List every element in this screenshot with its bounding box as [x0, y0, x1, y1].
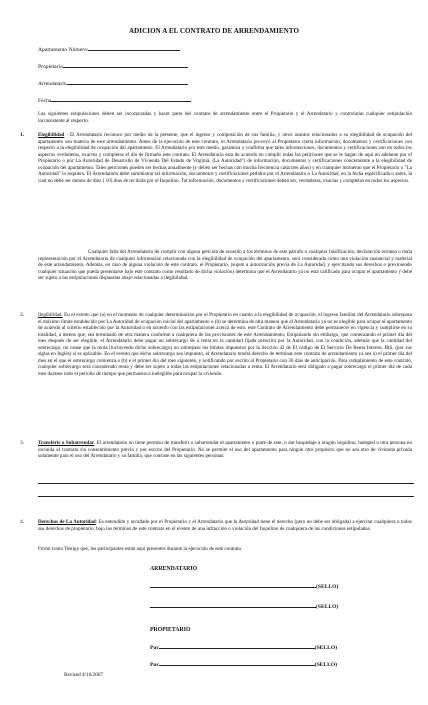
- witness-statement: Firmo como Testigo que, los participantes están aquí presentes durante la ejecución de este contrato.: [38, 546, 243, 552]
- section-3-text: . El arrendatario no tiene permiso de transferir o subarrendar el apartamento o parte de este, o dar hospedaje a ningún inquilino, huésped u otra persona no incluida al contrato sin consentimiento previo y por escrito del Propietario. No se permite el uso del apartamento para ningún otro propósito que no sea otro de vivienda privada solamente para el uso del Arrendatario y su familia, que consiste en las siguientes personas:: [38, 440, 412, 459]
- date-line: [51, 96, 191, 102]
- section-2-paragraph: [38, 312, 412, 377]
- tenant-label: Arrendatario: [38, 81, 67, 87]
- occupants-line-2: [38, 496, 414, 497]
- section-4-paragraph: [38, 519, 412, 532]
- owner-label: Propietario: [38, 64, 63, 70]
- section-3-heading: Transferir o Subarrendar: [38, 440, 95, 446]
- intro-paragraph: Las siguientes estipulaciones deben ser incorporadas y hacer parte del contrato de arrendamiento entre el Propietario y el Arrendatario y controlarán cualquier estipulación inconsistente al respecto.: [38, 111, 412, 124]
- date-field: [38, 96, 191, 104]
- tenant-signature-line-1: [150, 582, 316, 588]
- owner-signature-1: [150, 643, 337, 651]
- owner-seal-2: (SELLO): [314, 662, 338, 668]
- tenant-seal-1: (SELLO): [316, 584, 339, 590]
- section-1-text: - El Arrendatario reconoce por medio de la presente, que el ingreso y composición de sus familia, y otros asuntos relacionados a su elegibilidad de ocupación del apartamento son materia de este arrendamiento. Antes de la ejecución de este contrato, el Arrendatario proveyó al Propietario cierta información, documentos y certificaciones con respecto a la elegibilidad de ocupación del apartamento. El Arrendatario por este medio, garantiza y confirma que tales informaciones, documentos y certificaciones son en todos los aspectos verdaderos, exactos y completos el día de firmado este contrato. El Arrendatario esta de acuerdo en cumplir todas las peticiones que se le hagan de aquí en adelante por el Propietario o por La Autoridad de Desarrollo de Vivienda Del Estado de Virginia, (La Autoridad") de información, documentos y certificaciones concerniente a la elegibilidad de ocupación del apartamento. Tales peticiones pueden ser hechas anualmente (y deben ser hechas con mucha frecuencia cada tres años) y en cualquier momento que el Propietario o "La Autoridad" lo requiera. El Arrendatario debe suministrar tal información, documentos y certificaciones pedidos por el Arrendatario o La Autoridad, en la fecha especificada o antes, la cual no debe ser menos de diez ( 10) días de recibida por el Inquilino. Tal información, documentos y certificaciones deben ser, verdaderas, exactas y completas en todos los aspectos.: [38, 132, 412, 184]
- owner-signature-line-2: [159, 660, 315, 666]
- owner-por-label-2: Por: [150, 662, 159, 668]
- section-1-heading: Elegibilidad: [38, 132, 65, 138]
- document-title: ADICION A EL CONTRATO DE ARRENDAMIENTO: [128, 27, 300, 35]
- tenant-signature-line-2: [150, 602, 316, 608]
- section-2-number: 2.: [20, 312, 25, 318]
- tenant-signature-1: [150, 582, 338, 590]
- section-1-paragraph-2: Cualquier falta del Arrendatario de cumplir con alguna petición de acuerdo a los términos de este párrafo o cualquier falsificación, declaración errónea o mala representación por el Arrendatario de cualquier información relacionada con la elegibilidad de ocupación del apartamento, será considerada como una violación sustancial y material de este arrendamiento. Además, en caso de alguna violación de este contrato, el Propietario, (sujeto a autorización previa de La Autoridad, y ejercitando sus derechos o previniendo cualquier situación que pueda presentarse bajo este contrato como resultado de dicha violación) determina que el Arrendatario ya no está calificado para ocupar el apartamento y debe ser sujeto a las estipulaciones dispuestas abajo relacionadas a ilegibilidad.: [38, 249, 412, 281]
- section-4-text: : Es entendido y acordado por el Propietario y el Arrendatario que la Autoridad tiene el derecho (pero no debe ser obligada) a ejercitar cualquiera o todos sus derechos de propietario, bajo los términos de este contrato en el evento de una infracción o violación del Inquilino de cualquiera de las condiciones estipuladas.: [38, 519, 412, 532]
- tenant-seal-2: (SELLO): [316, 604, 339, 610]
- section-1-paragraph: [38, 132, 412, 184]
- apartment-number-label: Apartamento Número:: [38, 47, 89, 53]
- section-4-number: 4.: [20, 519, 25, 525]
- section-1-number: 1.: [20, 132, 25, 138]
- section-4-heading: Derechos de La Autoridad: [38, 519, 96, 525]
- tenant-signature-2: [150, 602, 338, 610]
- tenant-field: [38, 79, 188, 87]
- occupants-line-1: [38, 483, 414, 484]
- owner-signature-line-1: [159, 643, 315, 649]
- apartment-number-line: [88, 45, 180, 51]
- owner-por-label-1: Por: [150, 645, 159, 651]
- owner-line: [63, 62, 188, 68]
- section-2-text: En el evento que (a) en el momento de cualquier determinación por el Propietario en cuanto a la elegibilidad de ocupación, el ingreso familiar del Arrendatario sobrepasa el máximo límite establecido por La Autoridad de ocupación inicial del apartamento o (b) se determina de otra manera que el Arrendatario ya no es elegible para ocupar el apartamento de acuerdo al criterio establecido por la Autoridad o en acuerdo con las estipulaciones acerca de esto, este Contrato de Arrendamiento debe permanecer en vigencia y cumplirse en su totalidad, a menos que, sea terminado de otra manera conforme a cualquiera de las provisiones de este Arrendamiento; Estipulando sin embargo, que comenzando el primer día del mes después de ser elegible, el Arrendatario debe pagar un sobrecargo de a renta en la cantidad fijada prescrita por la Autoridad, con la condición, además que la cantidad del sobrecargo, no cause que la renta (incluyendo dicho sobrecargo) no sobrepase los límites impuestos por la Sección 42 de El código de El Servicio De Renta Interno, IRS, (por sus siglas en Inglés) si es aplicable. En el evento que dicho sobrecargo sea impuesto, el Arrendatario tendrá derecho de terminar este contrato de arrendamiento ya sea a) el primer día del mes en el que el sobrecargo comienza o (b) e el primer día del mes siguiente, y notificando por escrito al Propietario con 30 días de anticipación. Para cumplimiento de este contrato, cualquier sobrecargo será considerado renta y debe ser sujeto a todas las estipulaciones relacionadas a renta. El Arrendatario será obligado a pagar sobrecargo el primer día de cada mes durante todo el periodo de tiempo que permanezca inelegible para ocupar la vivienda.: [38, 312, 412, 377]
- revision-date: Revised 4/16/2007: [64, 672, 104, 678]
- owner-signature-2: [150, 660, 337, 668]
- section-3-paragraph: [38, 440, 412, 460]
- owner-signature-heading: PROPIETARIO: [150, 627, 191, 633]
- tenant-signature-heading: ARRENDATARIO: [150, 566, 198, 572]
- tenant-line: [67, 79, 188, 85]
- section-2-heading: Ilegibilidad.: [38, 312, 63, 318]
- section-3-number: 3.: [20, 440, 25, 446]
- apartment-number-field: [38, 45, 180, 53]
- date-label: Fecha: [38, 98, 52, 104]
- owner-seal-1: (SELLO): [314, 645, 338, 651]
- owner-field: [38, 62, 188, 70]
